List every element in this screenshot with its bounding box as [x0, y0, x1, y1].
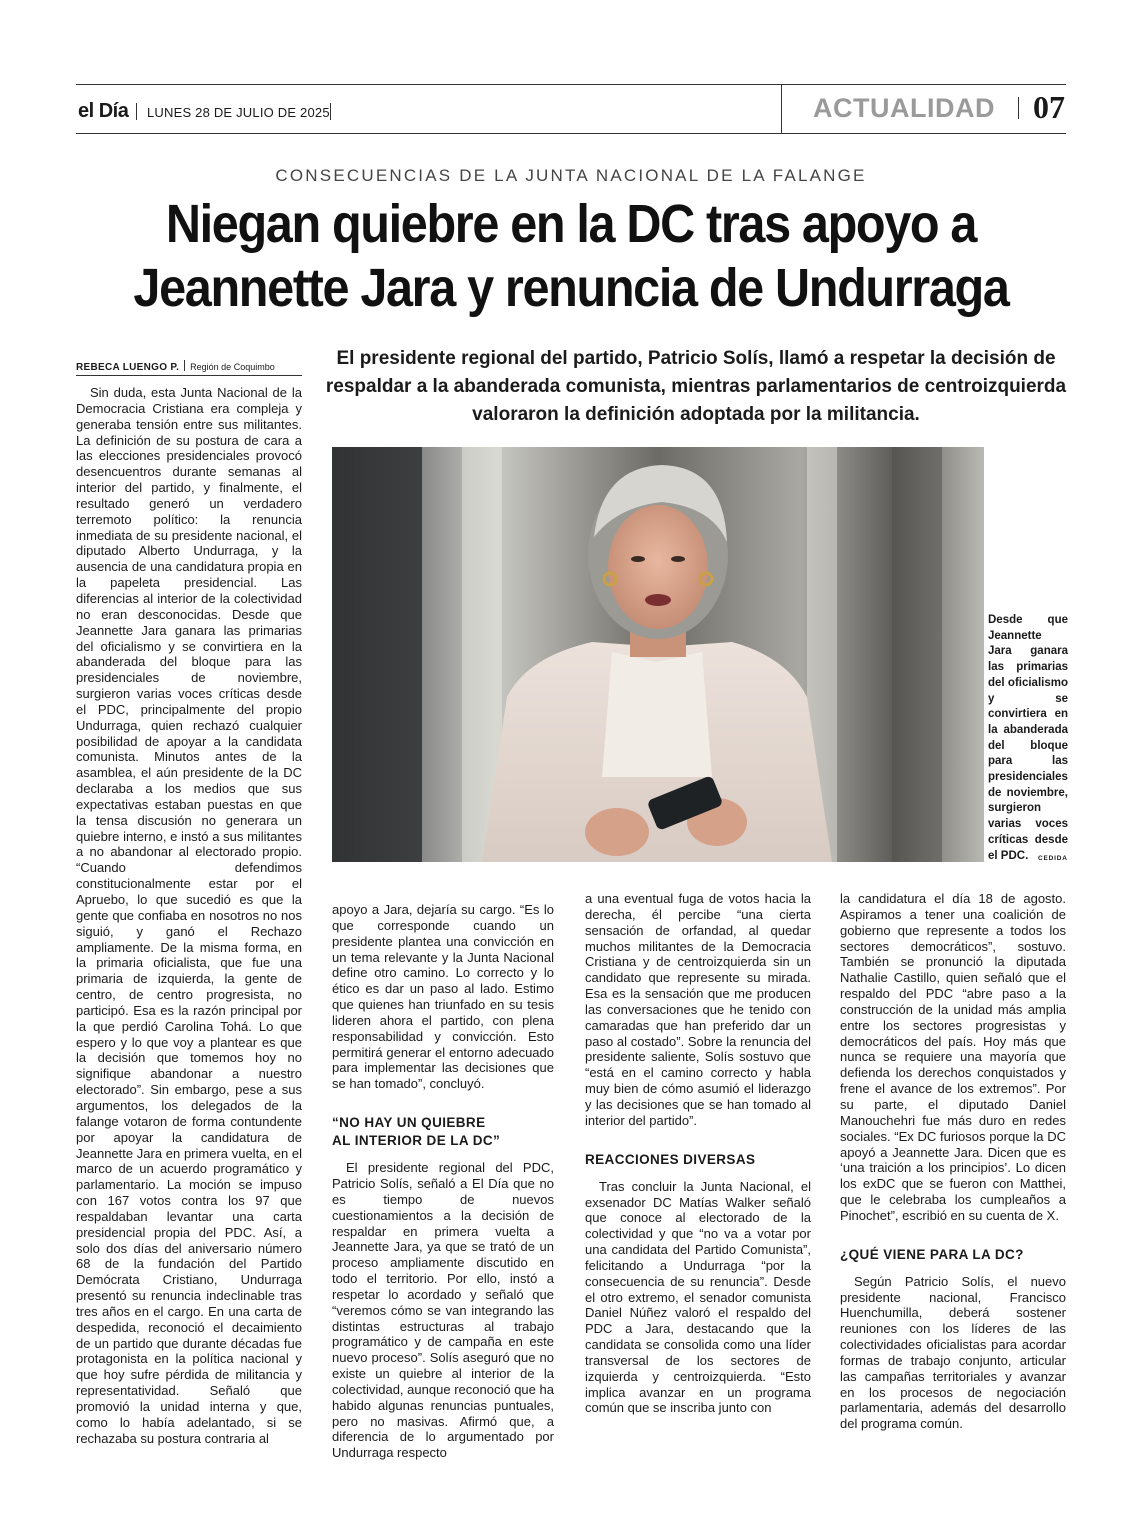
- header-separator: [1018, 97, 1019, 119]
- article-column-4: [840, 891, 1066, 1432]
- author-name: REBECA LUENGO P.: [76, 362, 180, 373]
- newspaper-logo: el Día: [78, 100, 129, 122]
- headline-line: Niegan quiebre en la DC tras apoyo a: [165, 194, 977, 254]
- article-photo: [332, 447, 984, 862]
- article-headline: [93, 192, 1049, 320]
- article-column-3: [585, 891, 811, 1416]
- byline-separator: [184, 360, 185, 371]
- byline: [76, 360, 306, 375]
- page-number: 07: [1033, 89, 1065, 125]
- portrait-image: [332, 447, 984, 862]
- header-bottom-rule: [76, 133, 1066, 134]
- subheading: REACCIONES DIVERSAS: [585, 1151, 756, 1167]
- photo-caption: Desde que Jeannette Jara ganara las primarias del oficialismo y se convirtiera en la abanderada del bloque para las presidenciales de noviembre, surgieron varias voces críticas desde el PDC.: [988, 614, 1068, 862]
- header-divider: [781, 84, 782, 134]
- headline-line: Jeannette Jara y renuncia de Undurraga: [133, 258, 1009, 318]
- header-top-rule: [76, 84, 1066, 85]
- issue-date: LUNES 28 DE JULIO DE 2025: [147, 105, 330, 120]
- paragraph: la candidatura el día 18 de agosto. Aspiramos a tener una coalición de gobierno que represente a todos los sectores democráticos”, sostuvo. También se pronunció la diputada Nathalie Castillo, quien señaló que el respaldo del PDC “abre paso a la construcción de la unidad más amplia entre los sectores progresistas y democráticos del país. Hoy más que nunca se requiere una mayoría que defienda los derechos conquistados y frene el avance de los extremos”. Por su parte, el diputado Daniel Manouchehri fue más duro en redes sociales. “Ex DC furiosos porque la DC apoyó a Jeannette Jara. Dicen que es ‘una traición a los principios’. Lo dicen los exDC que se fueron con Matthei, que le celebraba los cumpleaños a Pinochet”, escribió en su cuenta de X.: [840, 891, 1066, 1223]
- paragraph: apoyo a Jara, dejaría su cargo. “Es lo que corresponde cuando un presidente plantea una convicción en un tema relevante y la Junta Nacional define otro camino. Lo correcto y lo ético es dar un paso al lado. Estimo que quienes han triunfado en su tesis lideren ahora el partido, con plena responsabilidad y convicción. Esto permitirá generar el entorno adecuado para implementar las decisiones que se han tomado”, concluyó.: [332, 902, 554, 1092]
- subheading: [332, 1114, 554, 1150]
- author-region: Región de Coquimbo: [190, 362, 275, 372]
- paragraph: Tras concluir la Junta Nacional, el exsenador DC Matías Walker señaló que conoce al electorado de la colectividad y que “no va a votar por una candidata del Partido Comunista”, felicitando a Undurraga “por la consecuencia de su renuncia”. Desde el otro extremo, el senador comunista Daniel Núñez valoró el respaldo del PDC a Jara, destacando que la candidata se consolida como una líder transversal de los sectores de izquierda y centroizquierda. “Esto implica avanzar en un programa común que se inscriba junto con: [585, 1178, 811, 1416]
- paragraph: Sin duda, esta Junta Nacional de la Democracia Cristiana era compleja y generaba tensión entre sus militantes. La definición de su postura de cara a las elecciones presidenciales provocó desencuentros durante semanas al interior del partido, y finalmente, el resultado generó un verdadero terremoto político: la renuncia inmediata de su presidente nacional, el diputado Alberto Undurraga, y la ausencia de una candidatura propia en la papeleta presidencial. Las diferencias al interior de la colectividad no eran desconocidas. Desde que Jeannette Jara ganara las primarias del oficialismo y se convirtiera en la abanderada del bloque para las presidenciales de noviembre, surgieron varias voces críticas desde el PDC, principalmente del propio Undurraga, quien rechazó cualquier posibilidad de apoyar a la candidata comunista. Minutos antes de la asamblea, el aún presidente de la DC declaraba a los medios que sus expectativas estaban puestas en que la tensa discusión no generara un quiebre interno, e instó a sus militantes a no abandonar al electorado propio. “Cuando defendimos constitucionalmente estar por el Apruebo, lo que sucedió es que la gente que confiaba en nosotros no nos siguió, y ganó el Rechazo ampliamente. De la misma forma, en la primaria oficialista, que fue una primaria de izquierda, la gente de centro, de centro progresista, no participó. Esa es la razón principal por la que perdió Carolina Tohá. Lo que espero y lo que voy a plantear es que la decisión que tomemos hoy no signifique abandonar a nuestro electorado”. Sin embargo, pese a sus argumentos, los delegados de la falange votaron de forma contundente por apoyar la candidatura de Jeannette Jara en primera vuelta, en el marco de un acuerdo programático y parlamentario. La moción se impuso con 167 votos contra los 97 que respaldaban levantar una carta presidencial propia del PDC. Así, a solo dos días del aniversario número 68 de la fundación del Partido Demócrata Cristiano, Undurraga presentó su renuncia indeclinable tras tres años en el cargo. En una carta de despedida, reconoció el decaimiento de un partido que durante décadas fue protagonista en la política nacional y que hoy sufre pérdida de militancia y representatividad. Señaló que promovió la unidad interna y que, como lo había adelantado, si se rechazaba su postura contraria al: [76, 385, 302, 1446]
- subheading-line: “NO HAY UN QUIEBRE: [332, 1115, 486, 1131]
- article-column-1: [76, 385, 302, 1447]
- subheading-line: AL INTERIOR DE LA DC”: [332, 1133, 501, 1149]
- byline-rule: [76, 375, 302, 376]
- article-deck: El presidente regional del partido, Patricio Solís, llamó a respetar la decisión de respaldar a la abanderada comunista, mientras parlamentarios de centroizquierda valoraron la definición adoptada por la militancia.: [325, 348, 1067, 425]
- paragraph: El presidente regional del PDC, Patricio Solís, señaló a El Día que no es tiempo de nuevos cuestionamientos a la decisión de respaldar en primera vuelta a Jeannette Jara, ya que se trató de un proceso ampliamente discutido en todo el territorio. Por ello, instó a respetar lo acordado y señaló que “veremos cómo se van integrando las distintas estructuras al trabajo programático y de campaña en este nuevo proceso”. Solís aseguró que no existe un quiebre al interior de la colectividad, aunque reconoció que ha habido algunas renuncias puntuales, pero no masivas. Afirmó que, a diferencia de lo argumentado por Undurraga respecto: [332, 1160, 554, 1461]
- subheading: ¿QUÉ VIENE PARA LA DC?: [840, 1246, 1024, 1262]
- section-name: ACTUALIDAD: [813, 93, 995, 123]
- header-separator: [330, 103, 331, 120]
- header-separator: [136, 103, 137, 120]
- article-kicker: CONSECUENCIAS DE LA JUNTA NACIONAL DE LA FALANGE: [275, 166, 867, 185]
- paragraph: Según Patricio Solís, el nuevo presidente nacional, Francisco Huenchumilla, deberá sostener reuniones con los líderes de las colectividades oficialistas para acordar formas de trabajo conjunto, articular las campañas territoriales y avanzar en los procesos de negociación parlamentaria, además del desarrollo del programa común.: [840, 1273, 1066, 1432]
- photo-credit: CEDIDA: [1038, 855, 1068, 862]
- paragraph: a una eventual fuga de votos hacia la derecha, él percibe “una cierta sensación de orfandad, al quedar muchos militantes de la Democracia Cristiana y de centroizquierda sin un candidato que represente su mirada. Esa es la sensación que me producen las conversaciones que he tenido con camaradas que han preferido dar un paso al costado”. Sobre la renuncia del presidente saliente, Solís sostuvo que “está en el camino correcto y habla muy bien de cómo asumió el liderazgo y las decisiones que se han tomado al interior del partido”.: [585, 891, 811, 1128]
- article-column-2: [332, 902, 554, 1461]
